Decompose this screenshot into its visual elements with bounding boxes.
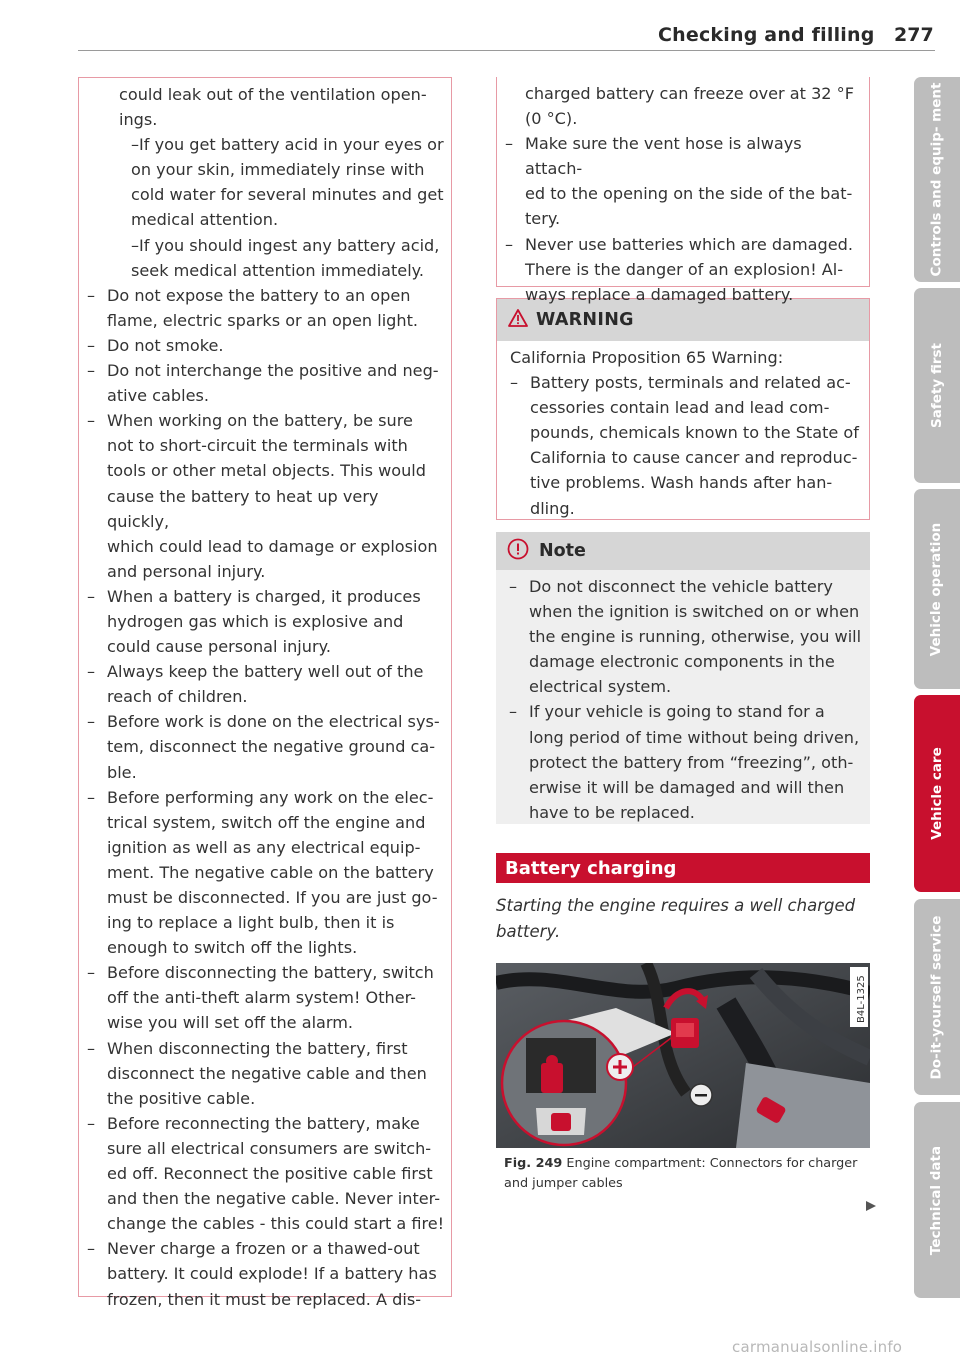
text-line: [87, 132, 445, 157]
line-text: trical system, switch off the engine and: [107, 812, 426, 832]
line-text: protect the battery from “freezing”, oth-: [529, 752, 854, 772]
text-line: [87, 1036, 445, 1061]
text-line: [87, 207, 445, 232]
line-text: When a battery is charged, it produces: [107, 586, 421, 606]
line-text: cessories contain lead and lead com-: [530, 398, 830, 418]
bullet-dash: –: [131, 135, 140, 155]
right-top-text-list: [505, 81, 861, 307]
line-text: Do not smoke.: [107, 335, 224, 355]
text-line: [87, 333, 445, 358]
text-line: [87, 810, 445, 835]
text-line: [87, 1236, 445, 1261]
line-text: Do not expose the battery to an open: [107, 285, 411, 305]
line-text: ways replace a damaged battery.: [525, 284, 794, 304]
tab-label: Vehicle operation: [928, 522, 945, 656]
watermark: carmanualsonline.info: [732, 1338, 903, 1356]
bullet-dash: –: [87, 285, 96, 305]
left-warning-continuation: [78, 77, 452, 1309]
continued-arrow-icon: [865, 1197, 877, 1216]
text-line: [87, 609, 445, 634]
line-text: tery.: [525, 209, 561, 229]
line-text: ative cables.: [107, 386, 209, 406]
text-line: [87, 358, 445, 383]
line-text: If you get battery acid in your eyes or: [139, 135, 444, 155]
text-line: [87, 985, 445, 1010]
text-line: [505, 257, 861, 282]
line-text: Battery posts, terminals and related ac-: [530, 373, 851, 393]
text-line: [509, 750, 862, 775]
line-text: must be disconnected. If you are just go-: [107, 888, 438, 907]
text-line: [87, 659, 445, 684]
line-text: Do not disconnect the vehicle battery: [529, 577, 833, 596]
text-line: [87, 960, 445, 985]
line-text: and then the negative cable. Never inter-: [107, 1189, 441, 1209]
line-text: the engine is running, otherwise, you will: [529, 627, 862, 647]
text-line: [510, 395, 861, 420]
figure-caption-text-2: and jumper cables: [504, 1176, 623, 1191]
warning-label: WARNING: [536, 310, 634, 330]
line-text: cause the battery to heat up very quickly,: [107, 486, 379, 531]
line-text: When working on the battery, be sure: [107, 411, 413, 431]
text-line: [505, 232, 861, 257]
line-text: charged battery can freeze over at 32 °F: [525, 84, 854, 103]
line-text: (0 °C).: [525, 109, 578, 129]
figure-caption: [496, 1154, 870, 1194]
warning-body: [497, 341, 869, 519]
text-line: [87, 785, 445, 810]
text-line: [87, 885, 445, 910]
line-text: Do not interchange the positive and neg-: [107, 361, 439, 381]
bullet-dash: –: [87, 1113, 96, 1133]
text-line: [87, 458, 445, 483]
text-line: [509, 699, 862, 724]
bullet-dash: –: [505, 234, 514, 254]
text-line: [509, 624, 862, 649]
note-body: [496, 570, 870, 824]
line-text: ignition as well as any electrical equip-: [107, 837, 421, 857]
tab-do-it-yourself-service[interactable]: [914, 899, 960, 1095]
line-text: medical attention.: [131, 210, 279, 230]
right-column: [496, 77, 870, 1194]
bullet-dash: –: [87, 411, 96, 431]
bullet-dash: –: [510, 373, 519, 393]
line-text: Before work is done on the electrical sys-: [107, 712, 440, 732]
text-line: [505, 206, 861, 231]
line-text: Never use batteries which are damaged.: [525, 234, 853, 254]
line-text: damage electronic components in the: [529, 652, 835, 672]
line-text: disconnect the negative cable and then: [107, 1063, 427, 1083]
bullet-dash: –: [87, 361, 96, 381]
tab-label: Do-it-yourself service: [928, 915, 945, 1079]
note-exclamation-icon: [507, 538, 529, 564]
line-text: Before performing any work on the elec-: [107, 787, 434, 807]
bullet-dash: –: [131, 235, 140, 255]
line-text: If your vehicle is going to stand for a: [529, 702, 825, 722]
line-text: frozen, then it must be replaced. A dis-: [107, 1289, 422, 1309]
line-text: tem, disconnect the negative ground ca-: [107, 737, 436, 757]
note-text-list: [509, 574, 862, 825]
text-line: [87, 308, 445, 333]
bullet-dash: –: [87, 662, 96, 682]
text-line: [87, 1061, 445, 1086]
text-line: [87, 534, 445, 559]
bullet-dash: –: [87, 335, 96, 355]
text-line: [87, 233, 445, 258]
note-box: [496, 532, 870, 824]
text-line: [87, 1261, 445, 1286]
text-line: [87, 734, 445, 759]
text-line: [510, 345, 861, 370]
line-text: could leak out of the ventilation open-: [119, 85, 427, 104]
text-line: [87, 760, 445, 785]
line-text: off the anti-theft alarm system! Other-: [107, 988, 416, 1008]
text-line: [87, 383, 445, 408]
line-text: erwise it will be damaged and will then: [529, 777, 845, 797]
line-text: sure all electrical consumers are switch-: [107, 1138, 432, 1158]
text-line: [87, 107, 445, 132]
tab-technical-data[interactable]: [914, 1102, 960, 1298]
text-line: [87, 584, 445, 609]
header-rule: [78, 50, 935, 51]
line-text: battery. It could explode! If a battery has: [107, 1264, 437, 1284]
text-line: [87, 860, 445, 885]
line-text: ment. The negative cable on the battery: [107, 862, 434, 882]
engine-compartment-illustration: [496, 963, 870, 1148]
line-text: ed off. Reconnect the positive cable first: [107, 1164, 433, 1184]
line-text: dling.: [530, 498, 575, 518]
text-line: [87, 684, 445, 709]
bullet-dash: –: [87, 586, 96, 606]
line-text: ed to the opening on the side of the bat-: [525, 184, 853, 204]
tab-controls-and-equipment[interactable]: [914, 77, 960, 282]
line-text: California to cause cancer and reproduc-: [530, 448, 858, 468]
text-line: [87, 1111, 445, 1136]
line-text: There is the danger of an explosion! Al-: [525, 259, 844, 279]
warning-triangle-icon: [508, 309, 528, 331]
section-heading: Battery charging: [505, 857, 677, 879]
tab-label: Controls and equip- ment: [928, 82, 945, 277]
line-text: reach of children.: [107, 687, 248, 707]
text-line: [87, 935, 445, 960]
line-text: could cause personal injury.: [107, 637, 331, 657]
line-text: If you should ingest any battery acid,: [139, 235, 440, 255]
line-text: enough to switch off the lights.: [107, 938, 358, 958]
line-text: seek medical attention immediately.: [131, 260, 425, 280]
text-line: [509, 649, 862, 674]
line-text: which could lead to damage or explosion: [107, 536, 438, 556]
text-line: [509, 574, 862, 599]
tab-label: Safety first: [928, 343, 945, 428]
text-line: [505, 181, 861, 206]
line-text: When disconnecting the battery, first: [107, 1038, 408, 1058]
line-text: ble.: [107, 762, 137, 782]
tab-label: Vehicle care: [928, 747, 945, 840]
text-line: [87, 910, 445, 935]
engine-compartment-figure: [496, 963, 870, 1148]
intro-line-1: Starting the engine requires a well charged: [496, 896, 856, 915]
text-line: [87, 1086, 445, 1111]
text-line: [510, 370, 861, 395]
bullet-dash: –: [87, 787, 96, 807]
text-line: [505, 106, 861, 131]
text-line: [87, 258, 445, 283]
line-text: pounds, chemicals known to the State of: [530, 423, 859, 443]
text-line: [87, 484, 445, 534]
line-text: long period of time without being driven,: [529, 727, 860, 747]
text-line: [87, 283, 445, 308]
line-text: hydrogen gas which is explosive and: [107, 611, 404, 631]
text-line: [505, 131, 861, 181]
right-warning-continuation: [496, 77, 870, 304]
text-line: [505, 81, 861, 106]
line-text: wise you will set off the alarm.: [107, 1013, 354, 1033]
bullet-dash: –: [509, 577, 518, 596]
text-line: [87, 1161, 445, 1186]
line-text: tive problems. Wash hands after han-: [530, 473, 833, 493]
line-text: not to short-circuit the terminals with: [107, 436, 408, 456]
text-line: [87, 709, 445, 734]
line-text: electrical system.: [529, 677, 672, 697]
left-text-list: [87, 82, 445, 1312]
text-line: [87, 157, 445, 182]
line-text: tools or other metal objects. This would: [107, 461, 426, 481]
bullet-dash: –: [509, 702, 518, 722]
line-text: Always keep the battery well out of the: [107, 662, 424, 682]
tab-label: Technical data: [928, 1145, 945, 1255]
line-text: have to be replaced.: [529, 802, 695, 822]
line-text: flame, electric sparks or an open light.: [107, 310, 419, 330]
text-line: [87, 1211, 445, 1236]
line-text: cold water for several minutes and get: [131, 185, 444, 205]
line-text: Before disconnecting the battery, switch: [107, 963, 434, 983]
bullet-dash: –: [87, 963, 96, 983]
text-line: [510, 420, 861, 445]
text-line: [87, 433, 445, 458]
text-line: [505, 282, 861, 307]
section-heading-bar: [496, 853, 870, 883]
text-line: [510, 470, 861, 495]
text-line: [87, 634, 445, 659]
note-label: Note: [539, 541, 586, 561]
text-line: [87, 82, 445, 107]
tab-vehicle-care[interactable]: [914, 695, 960, 892]
text-line: [87, 1010, 445, 1035]
line-text: ings.: [119, 110, 158, 130]
line-text: the positive cable.: [107, 1088, 256, 1108]
text-line: [87, 1136, 445, 1161]
text-line: [509, 674, 862, 699]
section-intro: [496, 893, 870, 944]
line-text: Never charge a frozen or a thawed-out: [107, 1239, 420, 1259]
intro-line-2: battery.: [496, 921, 561, 941]
line-text: on your skin, immediately rinse with: [131, 160, 425, 180]
text-line: [509, 725, 862, 750]
bullet-dash: –: [87, 1038, 96, 1058]
line-text: when the ignition is switched on or when: [529, 602, 860, 622]
line-text: Make sure the vent hose is always attach-: [525, 134, 802, 179]
tab-vehicle-operation[interactable]: [914, 489, 960, 689]
running-header-title: Checking and filling: [658, 24, 875, 46]
page-number: 277: [894, 24, 934, 46]
tab-safety-first[interactable]: [914, 288, 960, 483]
figure-caption-text: Engine compartment: Connectors for charger: [566, 1156, 858, 1171]
text-line: [509, 800, 862, 825]
warning-box: [496, 298, 870, 520]
bullet-dash: –: [505, 134, 514, 154]
figure-code: B4L-1325: [856, 975, 867, 1023]
text-line: [87, 835, 445, 860]
text-line: [87, 408, 445, 433]
line-text: California Proposition 65 Warning:: [510, 348, 784, 367]
text-line: [509, 775, 862, 800]
bullet-dash: –: [87, 712, 96, 732]
bullet-dash: –: [87, 1239, 96, 1259]
line-text: ing to replace a light bulb, then it is: [107, 913, 395, 933]
line-text: and personal injury.: [107, 561, 266, 581]
text-line: [87, 559, 445, 584]
line-text: change the cables - this could start a fire!: [107, 1214, 445, 1234]
note-header: [496, 532, 870, 570]
text-line: [509, 599, 862, 624]
text-line: [87, 182, 445, 207]
line-text: Before reconnecting the battery, make: [107, 1113, 420, 1133]
figure-number: Fig. 249: [504, 1156, 563, 1171]
text-line: [87, 1186, 445, 1211]
text-line: [510, 496, 861, 521]
warning-text-list: [510, 345, 861, 521]
text-line: [87, 1287, 445, 1312]
text-line: [510, 445, 861, 470]
